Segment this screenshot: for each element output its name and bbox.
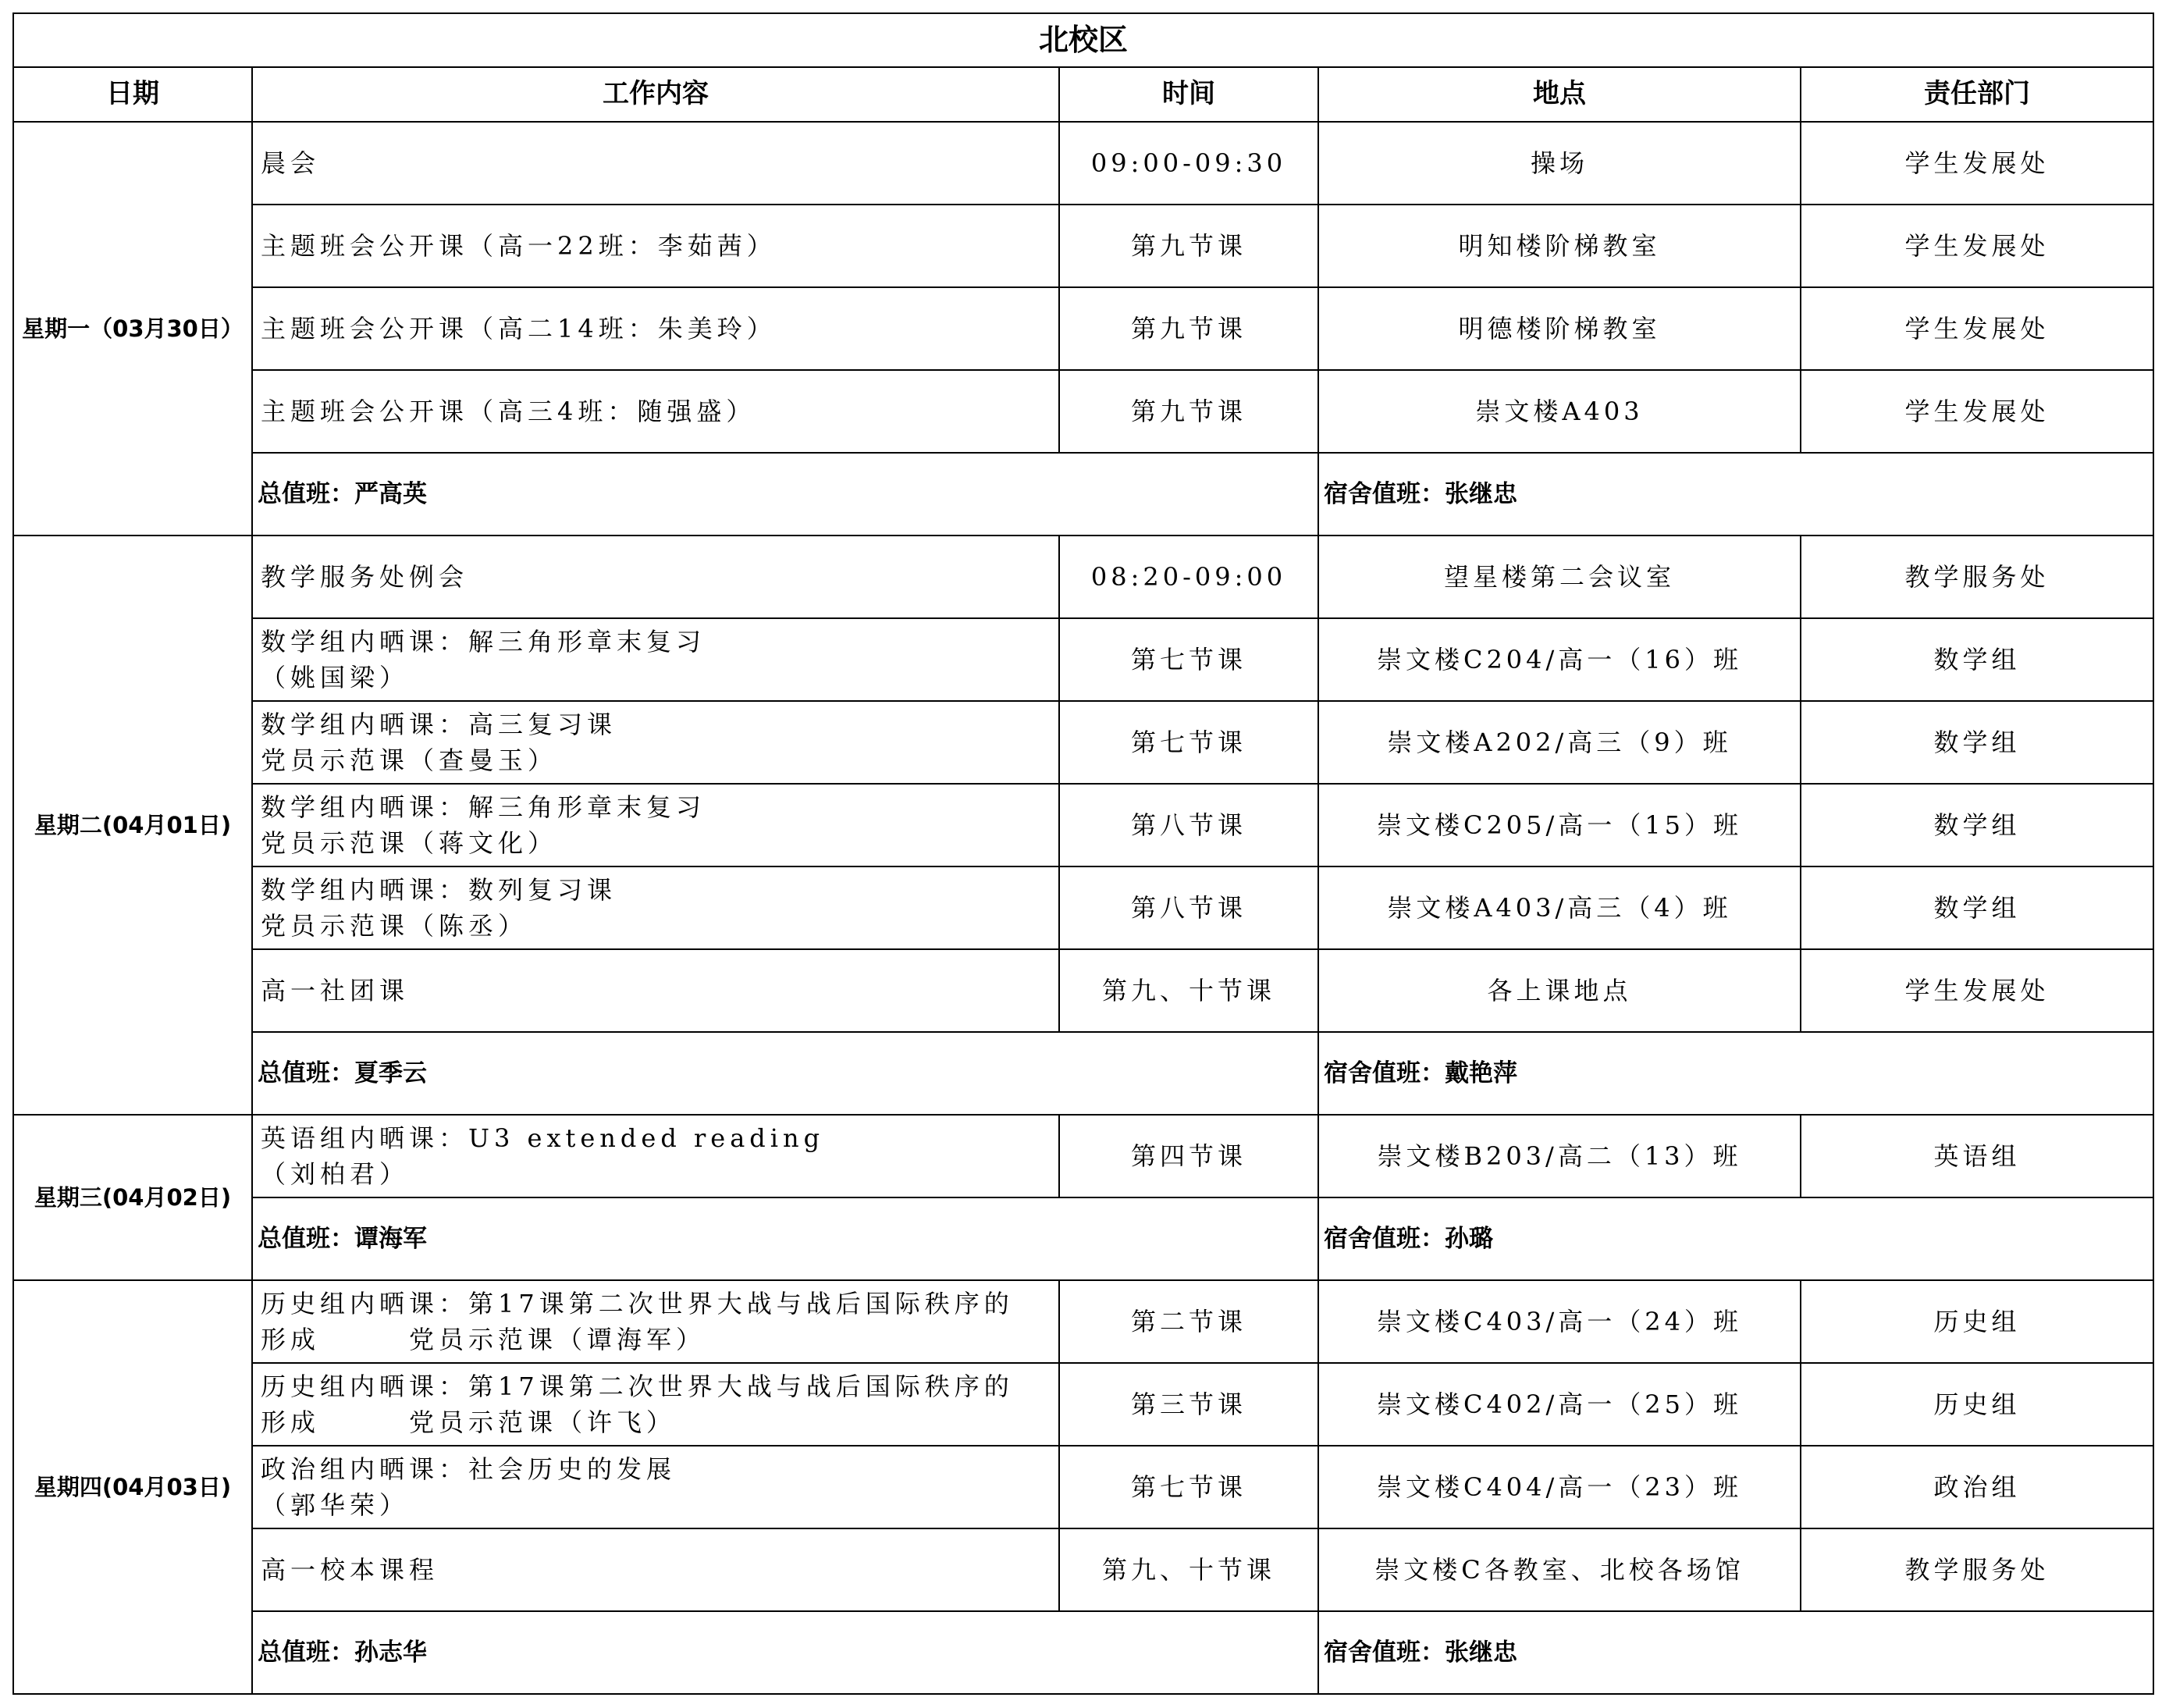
work-line: 主题班会公开课（高一22班：李茹茜） — [261, 230, 777, 261]
work-content — [252, 1280, 1059, 1363]
day-date: 星期一（03月30日） — [13, 122, 252, 536]
campus-title: 北校区 — [13, 13, 2153, 67]
place-cell: 崇文楼B203/高二（13）班 — [1318, 1115, 1801, 1197]
time-cell: 第九节课 — [1059, 205, 1318, 287]
duty-row — [13, 1032, 2153, 1115]
work-line: （刘柏君） — [261, 1159, 410, 1189]
time-cell: 第九节课 — [1059, 370, 1318, 453]
work-content — [252, 205, 1059, 287]
work-content — [252, 1528, 1059, 1611]
work-content — [252, 1446, 1059, 1528]
duty-row — [13, 1611, 2153, 1694]
dept-cell: 英语组 — [1801, 1115, 2153, 1197]
work-line: 形成 党员示范课（谭海军） — [261, 1325, 706, 1354]
header-dept: 责任部门 — [1801, 67, 2153, 122]
place-cell: 崇文楼A202/高三（9）班 — [1318, 701, 1801, 784]
dept-cell: 历史组 — [1801, 1363, 2153, 1446]
work-content — [252, 122, 1059, 205]
schedule-row — [13, 1446, 2153, 1528]
time-cell: 09:00-09:30 — [1059, 122, 1318, 205]
schedule-table — [12, 12, 2154, 1695]
work-line: 形成 党员示范课（许飞） — [261, 1407, 677, 1437]
day-date: 星期二(04月01日) — [13, 536, 252, 1115]
time-cell: 第三节课 — [1059, 1363, 1318, 1446]
schedule-row — [13, 1363, 2153, 1446]
work-line: 历史组内晒课：第17课第二次世界大战与战后国际秩序的 — [261, 1288, 1014, 1318]
work-line: 数学组内晒课：高三复习课 — [261, 709, 617, 739]
schedule-sheet — [12, 12, 2153, 1695]
work-line: 数学组内晒课：解三角形章末复习 — [261, 626, 706, 657]
work-content — [252, 536, 1059, 618]
time-cell: 第九节课 — [1059, 287, 1318, 370]
dept-cell: 教学服务处 — [1801, 1528, 2153, 1611]
time-cell: 第七节课 — [1059, 1446, 1318, 1528]
schedule-row — [13, 1115, 2153, 1197]
dorm-duty: 宿舍值班：张继忠 — [1318, 453, 2153, 536]
schedule-row — [13, 618, 2153, 701]
work-content — [252, 1363, 1059, 1446]
dept-cell: 数学组 — [1801, 701, 2153, 784]
time-cell: 第八节课 — [1059, 866, 1318, 949]
place-cell: 崇文楼A403 — [1318, 370, 1801, 453]
dept-cell: 教学服务处 — [1801, 536, 2153, 618]
schedule-row — [13, 949, 2153, 1032]
schedule-row — [13, 287, 2153, 370]
work-content — [252, 701, 1059, 784]
schedule-row — [13, 1528, 2153, 1611]
header-date: 日期 — [13, 67, 252, 122]
work-line: 主题班会公开课（高二14班：朱美玲） — [261, 313, 777, 343]
schedule-row — [13, 701, 2153, 784]
work-line: 党员示范课（查曼玉） — [261, 745, 558, 775]
schedule-row — [13, 784, 2153, 866]
header-work: 工作内容 — [252, 67, 1059, 122]
place-cell: 明德楼阶梯教室 — [1318, 287, 1801, 370]
title-row — [13, 13, 2153, 67]
header-place: 地点 — [1318, 67, 1801, 122]
general-duty: 总值班：谭海军 — [252, 1197, 1318, 1280]
place-cell: 崇文楼C205/高一（15）班 — [1318, 784, 1801, 866]
work-line: 高一社团课 — [261, 975, 410, 1005]
general-duty: 总值班：夏季云 — [252, 1032, 1318, 1115]
schedule-row — [13, 370, 2153, 453]
work-content — [252, 949, 1059, 1032]
duty-row — [13, 1197, 2153, 1280]
work-line: 主题班会公开课（高三4班：随强盛） — [261, 396, 756, 426]
work-line: 英语组内晒课：U3 extended reading — [261, 1123, 825, 1153]
dept-cell: 学生发展处 — [1801, 205, 2153, 287]
place-cell: 崇文楼C403/高一（24）班 — [1318, 1280, 1801, 1363]
place-cell: 崇文楼C各教室、北校各场馆 — [1318, 1528, 1801, 1611]
schedule-body — [13, 13, 2153, 1694]
work-line: 教学服务处例会 — [261, 561, 469, 592]
duty-row — [13, 453, 2153, 536]
general-duty: 总值班：严高英 — [252, 453, 1318, 536]
place-cell: 崇文楼A403/高三（4）班 — [1318, 866, 1801, 949]
work-line: 党员示范课（蒋文化） — [261, 828, 558, 858]
time-cell: 08:20-09:00 — [1059, 536, 1318, 618]
place-cell: 崇文楼C402/高一（25）班 — [1318, 1363, 1801, 1446]
time-cell: 第九、十节课 — [1059, 949, 1318, 1032]
place-cell: 望星楼第二会议室 — [1318, 536, 1801, 618]
place-cell: 崇文楼C404/高一（23）班 — [1318, 1446, 1801, 1528]
schedule-row — [13, 866, 2153, 949]
schedule-row — [13, 205, 2153, 287]
time-cell: 第七节课 — [1059, 701, 1318, 784]
day-date: 星期四(04月03日) — [13, 1280, 252, 1694]
work-line: 政治组内晒课：社会历史的发展 — [261, 1454, 677, 1484]
work-content — [252, 866, 1059, 949]
schedule-row — [13, 536, 2153, 618]
work-line: 高一校本课程 — [261, 1554, 439, 1585]
work-content — [252, 1115, 1059, 1197]
schedule-row — [13, 122, 2153, 205]
schedule-row — [13, 1280, 2153, 1363]
dept-cell: 政治组 — [1801, 1446, 2153, 1528]
dorm-duty: 宿舍值班：戴艳萍 — [1318, 1032, 2153, 1115]
dept-cell: 数学组 — [1801, 866, 2153, 949]
place-cell: 明知楼阶梯教室 — [1318, 205, 1801, 287]
day-date: 星期三(04月02日) — [13, 1115, 252, 1280]
dorm-duty: 宿舍值班：张继忠 — [1318, 1611, 2153, 1694]
dorm-duty: 宿舍值班：孙璐 — [1318, 1197, 2153, 1280]
work-content — [252, 287, 1059, 370]
general-duty: 总值班：孙志华 — [252, 1611, 1318, 1694]
work-content — [252, 370, 1059, 453]
dept-cell: 学生发展处 — [1801, 949, 2153, 1032]
time-cell: 第九、十节课 — [1059, 1528, 1318, 1611]
time-cell: 第七节课 — [1059, 618, 1318, 701]
dept-cell: 学生发展处 — [1801, 370, 2153, 453]
place-cell: 崇文楼C204/高一（16）班 — [1318, 618, 1801, 701]
work-content — [252, 784, 1059, 866]
place-cell: 各上课地点 — [1318, 949, 1801, 1032]
work-line: （姚国梁） — [261, 663, 410, 692]
work-line: （郭华荣） — [261, 1490, 410, 1520]
time-cell: 第二节课 — [1059, 1280, 1318, 1363]
time-cell: 第四节课 — [1059, 1115, 1318, 1197]
work-line: 晨会 — [261, 148, 321, 178]
work-line: 数学组内晒课：解三角形章末复习 — [261, 792, 706, 822]
header-row — [13, 67, 2153, 122]
dept-cell: 学生发展处 — [1801, 122, 2153, 205]
work-line: 党员示范课（陈丞） — [261, 911, 528, 941]
work-line: 历史组内晒课：第17课第二次世界大战与战后国际秩序的 — [261, 1371, 1014, 1401]
place-cell: 操场 — [1318, 122, 1801, 205]
dept-cell: 学生发展处 — [1801, 287, 2153, 370]
header-time: 时间 — [1059, 67, 1318, 122]
dept-cell: 数学组 — [1801, 618, 2153, 701]
work-content — [252, 618, 1059, 701]
dept-cell: 历史组 — [1801, 1280, 2153, 1363]
work-line: 数学组内晒课：数列复习课 — [261, 874, 617, 905]
time-cell: 第八节课 — [1059, 784, 1318, 866]
dept-cell: 数学组 — [1801, 784, 2153, 866]
